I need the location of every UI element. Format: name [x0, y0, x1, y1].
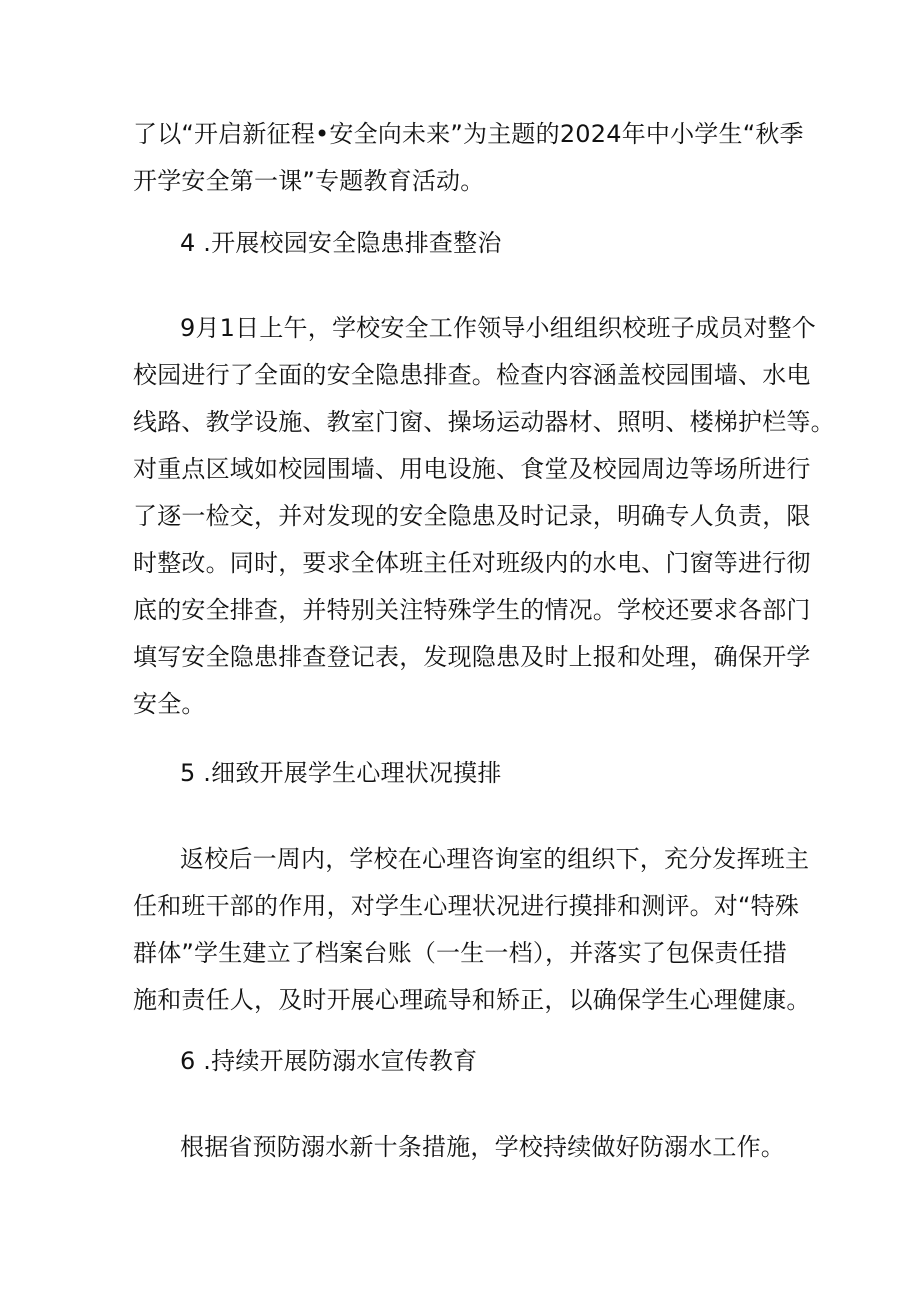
section-5-line-4: 施和责任人，及时开展心理疏导和矫正，以确保学生心理健康。 [133, 986, 811, 1014]
section-4-heading: 4 .开展校园安全隐患排查整治 [180, 229, 502, 257]
section-5-line-3: 群体”学生建立了档案台账（一生一档），并落实了包保责任措 [133, 939, 788, 967]
section-4-line-5: 了逐一检交，并对发现的安全隐患及时记录，明确专人负责，限 [133, 502, 811, 530]
section-6-heading: 6 .持续开展防溺水宣传教育 [180, 1047, 478, 1075]
section-4-line-2: 校园进行了全面的安全隐患排查。检查内容涵盖校园围墙、水电 [133, 361, 811, 389]
section-4-line-8: 填写安全隐患排查登记表，发现隐患及时上报和处理，确保开学 [133, 643, 811, 671]
section-5-heading: 5 .细致开展学生心理状况摸排 [180, 759, 502, 787]
section-4-line-4: 对重点区域如校园围墙、用电设施、食堂及校园周边等场所进行 [133, 455, 811, 483]
intro-line-2: 开学安全第一课”专题教育活动。 [133, 167, 485, 195]
intro-line-1: 了以“开启新征程•安全向未来”为主题的2024年中小学生“秋季 [133, 120, 804, 148]
section-4-line-1: 9月1日上午，学校安全工作领导小组组织校班子成员对整个 [180, 314, 816, 342]
section-4-line-6: 时整改。同时，要求全体班主任对班级内的水电、门窗等进行彻 [133, 549, 811, 577]
section-5-line-1: 返校后一周内，学校在心理咨询室的组织下，充分发挥班主 [180, 845, 810, 873]
section-4-line-9: 安全。 [133, 690, 206, 718]
section-6-line-1: 根据省预防溺水新十条措施，学校持续做好防溺水工作。 [180, 1133, 785, 1161]
section-4-line-3: 线路、教学设施、教室门窗、操场运动器材、照明、楼梯护栏等。 [133, 408, 835, 436]
section-4-line-7: 底的安全排查，并特别关注特殊学生的情况。学校还要求各部门 [133, 596, 811, 624]
section-5-line-2: 任和班干部的作用，对学生心理状况进行摸排和测评。对“特殊 [133, 892, 800, 920]
